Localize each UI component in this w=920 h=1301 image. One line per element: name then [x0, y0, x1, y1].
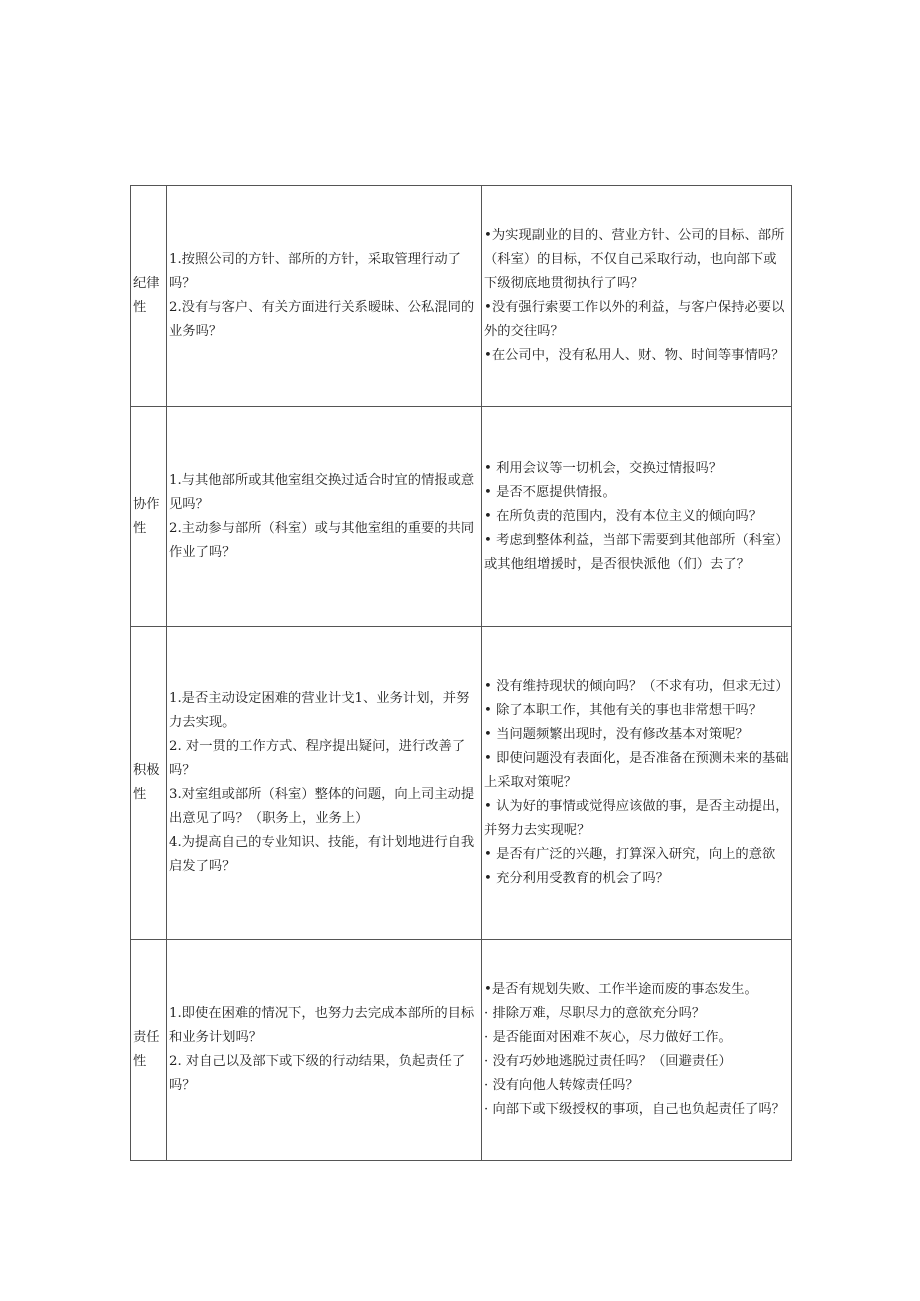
table-row [131, 186, 792, 407]
category-cell: 责任 性 [131, 940, 167, 1161]
table-row [131, 627, 792, 940]
category-cell: 协作 性 [131, 407, 167, 627]
table-row [131, 940, 792, 1161]
checkpoint-cell: • 没有维持现状的倾向吗？（不求有功，但求无过） • 除了本职工作，其他有关的事也非常想干吗？ • 当问题频繁出现时，没有修改基本对策呢？ • 即使问题没有表面化，是否准备在预测未来的基础上采取对策呢？ • 认为好的事情或觉得应该做的事，是否主动提出，并努力去实现呢？ • 是否有广泛的兴趣，打算深入研究，向上的意欲 • 充分利用受教育的机会了吗？ [482, 627, 792, 940]
question-cell: 1.是否主动设定困难的营业计戈1、业务计划，并努力去实现。 2. 对一贯的工作方式、程序提出疑问，进行改善了吗？ 3.对室组或部所（科室）整体的问题，向上司主动提出意见了吗？（职务上，业务上） 4.为提高自己的专业知识、技能，有计划地进行自我启发了吗？ [167, 627, 482, 940]
question-cell: 1.按照公司的方针、部所的方针，采取管理行动了吗？ 2.没有与客户、有关方面进行关系暧昧、公私混同的业务吗？ [167, 186, 482, 407]
checkpoint-cell: • 利用会议等一切机会，交换过情报吗？ • 是否不愿提供情报。 • 在所负责的范围内，没有本位主义的倾向吗？ • 考虑到整体利益，当部下需要到其他部所（科室）或其他组增援时，是否很快派他（们）去了？ [482, 407, 792, 627]
question-cell: 1.与其他部所或其他室组交换过适合时宜的情报或意见吗？ 2.主动参与部所（科室）或与其他室组的重要的共同作业了吗？ [167, 407, 482, 627]
checkpoint-cell: •是否有规划失败、工作半途而废的事态发生。 · 排除万难，尽职尽力的意欲充分吗？ · 是否能面对困难不灰心，尽力做好工作。 · 没有巧妙地逃脱过责任吗？（回避责任） · 没有向他人转嫁责任吗？ · 向部下或下级授权的事项，自己也负起责任了吗？ [482, 940, 792, 1161]
question-cell: 1.即使在困难的情况下，也努力去完成本部所的目标和业务计划吗？ 2. 对自己以及部下或下级的行动结果，负起责任了吗？ [167, 940, 482, 1161]
checkpoint-cell: •为实现副业的目的、营业方针、公司的目标、部所（科室）的目标，不仅自己采取行动，也向部下或下级彻底地贯彻执行了吗？ •没有强行索要工作以外的利益，与客户保持必要以外的交往吗？ •在公司中，没有私用人、财、物、时间等事情吗？ [482, 186, 792, 407]
category-cell: 积极 性 [131, 627, 167, 940]
category-cell: 纪律 性 [131, 186, 167, 407]
evaluation-table [130, 185, 792, 1161]
table-row [131, 407, 792, 627]
